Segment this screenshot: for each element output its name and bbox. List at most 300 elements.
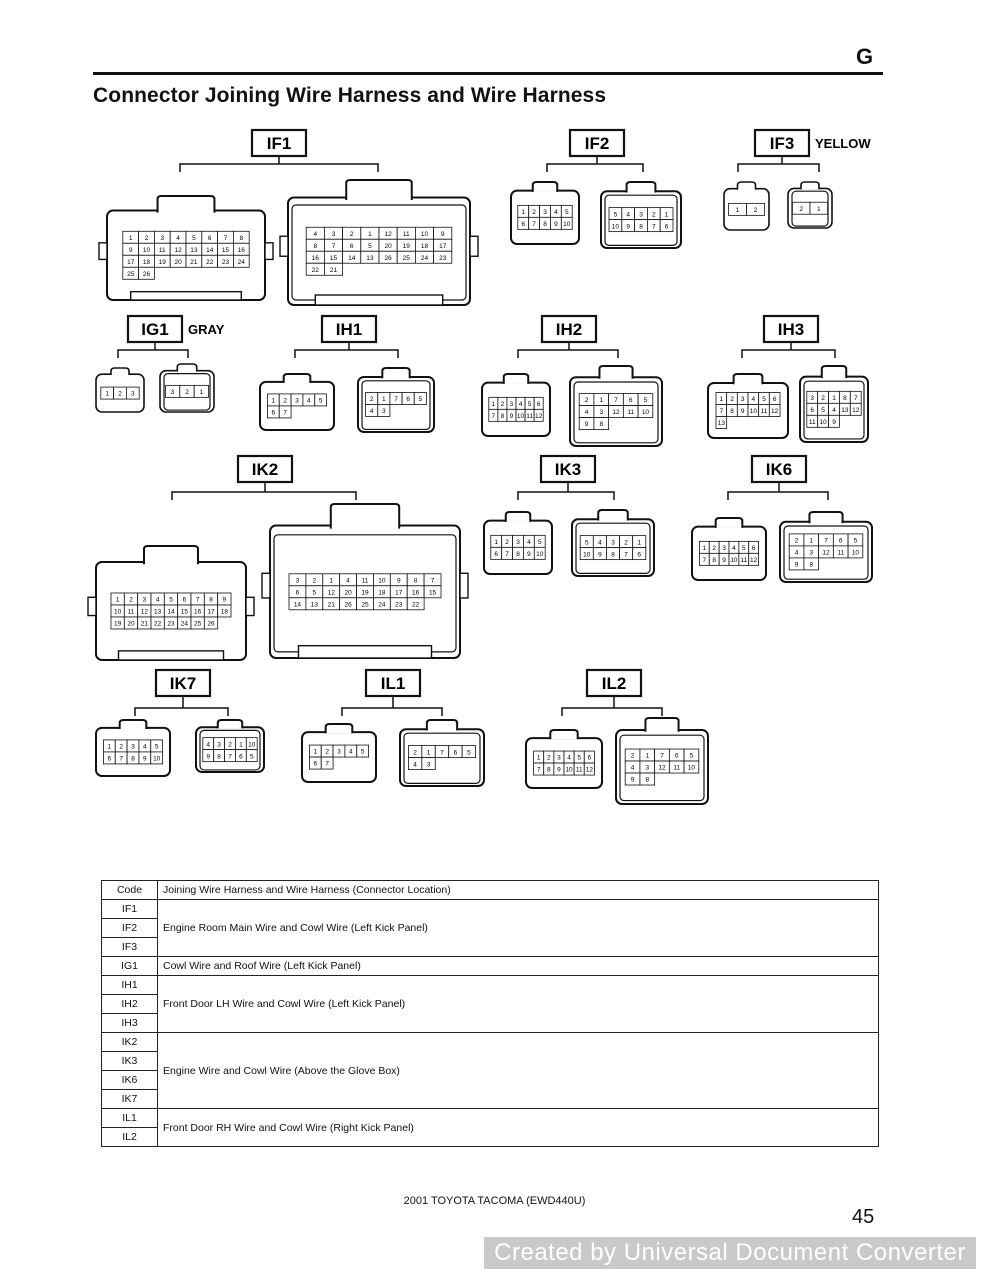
connector-ik2-male [262, 504, 468, 658]
pin-number: 11 [127, 608, 135, 616]
pin-number: 13 [154, 608, 162, 616]
pin-number: 2 [283, 397, 287, 405]
pin-number: 6 [587, 754, 592, 762]
connector-code: IH1 [335, 320, 363, 339]
pin-number: 3 [331, 230, 336, 238]
pin-number: 22 [412, 601, 420, 609]
pin-number: 7 [660, 752, 664, 760]
table-row [102, 957, 879, 976]
pin-number: 13 [366, 254, 374, 262]
connector-code: IH3 [777, 320, 805, 339]
pin-number: 2 [119, 743, 123, 751]
pin-number: 22 [311, 266, 319, 274]
connector-ik7-female [96, 720, 170, 776]
table-header-description: Joining Wire Harness and Wire Harness (Connector Location) [158, 881, 879, 900]
pin-number: 21 [140, 620, 148, 628]
connector-bracket [562, 696, 662, 716]
connector-bracket [295, 342, 398, 358]
connector-ih1-female [260, 374, 334, 430]
connector-code: IL2 [601, 674, 627, 693]
connector-bracket [135, 696, 228, 716]
pin-number: 12 [658, 764, 666, 772]
pin-number: 7 [491, 412, 496, 420]
pin-number: 9 [794, 561, 799, 569]
connector-label-ik7 [156, 670, 210, 696]
pin-number: 6 [628, 397, 633, 405]
pin-number: 17 [395, 589, 403, 597]
pin-number: 3 [809, 549, 814, 557]
connector-ik3-female [484, 512, 552, 574]
pin-number: 1 [107, 743, 112, 751]
pin-number: 16 [412, 589, 420, 597]
pin-number: 2 [228, 741, 232, 749]
pin-number: 10 [565, 766, 573, 774]
pin-number: 19 [114, 620, 122, 628]
pin-number: 4 [349, 748, 353, 756]
pin-number: 1 [664, 211, 669, 219]
pin-number: 5 [821, 406, 825, 414]
pin-number: 7 [651, 223, 656, 231]
connector-code: IK6 [765, 460, 793, 479]
pin-number: 3 [130, 390, 135, 398]
pin-number: 24 [180, 620, 188, 628]
pin-number: 7 [719, 408, 724, 416]
connector-label-ik3 [541, 456, 595, 482]
pin-number: 6 [637, 551, 642, 559]
connector-code: IK2 [251, 460, 279, 479]
pin-number: 11 [808, 418, 816, 426]
pin-number: 3 [557, 754, 561, 762]
connector-if2-female [511, 182, 579, 244]
pin-number: 9 [740, 408, 745, 416]
pin-number: 9 [222, 596, 227, 604]
connector-bracket [738, 156, 819, 172]
pin-number: 8 [131, 755, 135, 763]
pin-number: 5 [741, 544, 746, 552]
pin-number: 2 [325, 748, 329, 756]
pin-number: 21 [190, 258, 198, 266]
connector-label-ik2 [238, 456, 292, 482]
connector-location-table [101, 880, 879, 1147]
pin-number: 6 [674, 752, 679, 760]
pin-number: 14 [167, 608, 175, 616]
pin-number: 10 [536, 550, 544, 558]
connector-il1-female [302, 724, 376, 782]
pin-number: 8 [313, 242, 318, 250]
pin-number: 7 [119, 755, 123, 763]
pin-number: 9 [557, 766, 561, 774]
connector-bracket [172, 482, 356, 500]
pin-number: 2 [584, 397, 589, 405]
pin-number: 6 [107, 755, 112, 763]
pin-number: 19 [361, 589, 369, 597]
pin-number: 2 [312, 577, 317, 585]
row-code: IF3 [102, 938, 158, 957]
pin-number: 9 [722, 556, 726, 564]
connector-ik6-male [780, 512, 872, 582]
pin-number: 3 [295, 577, 300, 585]
connector-label-if1 [252, 130, 306, 156]
pin-number: 2 [185, 389, 189, 396]
pin-number: 14 [348, 254, 356, 262]
pin-number: 9 [832, 418, 836, 426]
pin-number: 12 [771, 408, 779, 416]
pin-number: 3 [722, 544, 726, 552]
pin-number: 3 [810, 394, 815, 402]
pin-number: 1 [426, 749, 431, 757]
row-code: IK3 [102, 1052, 158, 1071]
table-header-code: Code [102, 881, 158, 900]
pin-number: 5 [527, 400, 532, 408]
pin-number: 7 [283, 409, 287, 417]
pin-number: 1 [832, 394, 836, 402]
pin-number: 5 [762, 396, 766, 404]
connector-ig1-female [96, 368, 144, 412]
pin-number: 4 [518, 400, 523, 408]
pin-number: 10 [153, 755, 161, 763]
pin-number: 1 [329, 577, 334, 585]
pin-number: 7 [325, 760, 329, 768]
pin-number: 4 [307, 397, 311, 405]
pin-number: 7 [223, 234, 228, 242]
pin-number: 4 [751, 396, 756, 404]
row-code: IK7 [102, 1090, 158, 1109]
pin-number: 4 [832, 406, 836, 414]
pin-number: 4 [413, 761, 417, 769]
page-title: Connector Joining Wire Harness and Wire Harness [93, 84, 607, 107]
connector-label-if2 [570, 130, 624, 156]
row-code: IL1 [102, 1109, 158, 1128]
connector-code: IK7 [169, 674, 197, 693]
pin-number: 4 [732, 544, 736, 552]
pin-number: 7 [824, 537, 828, 545]
pin-number: 1 [521, 208, 526, 216]
connector-bracket [728, 482, 828, 500]
connector-bracket [518, 482, 614, 500]
pin-number: 4 [155, 596, 160, 604]
pin-number: 26 [142, 270, 151, 278]
manual-footer: 2001 TOYOTA TACOMA (EWD440U) [403, 1195, 586, 1207]
pin-number: 3 [645, 764, 650, 772]
pin-number: 2 [799, 205, 804, 213]
pin-number: 8 [500, 412, 505, 420]
pin-number: 1 [637, 539, 642, 547]
pin-number: 10 [248, 741, 256, 749]
pin-number: 2 [413, 749, 417, 757]
pin-number: 23 [167, 620, 175, 628]
connector-label-ih1 [322, 316, 376, 342]
row-description: Front Door RH Wire and Cowl Wire (Right Kick Panel) [158, 1109, 879, 1147]
pin-number: 4 [206, 741, 211, 749]
connector-il1-male [400, 720, 484, 786]
connector-il2-male [616, 718, 708, 804]
pin-number: 9 [143, 755, 147, 763]
pin-number: 5 [418, 396, 423, 404]
pin-number: 10 [611, 223, 620, 231]
connector-bracket [118, 342, 188, 358]
pin-number: 4 [626, 211, 631, 219]
pin-number: 6 [536, 400, 541, 408]
pin-number: 8 [413, 577, 418, 585]
pin-number: 12 [535, 412, 543, 420]
pin-number: 2 [118, 390, 122, 398]
row-code: IH1 [102, 976, 158, 995]
pin-number: 9 [206, 753, 211, 761]
pin-number: 9 [396, 577, 401, 585]
table-row [102, 1109, 879, 1128]
pin-number: 8 [645, 776, 650, 784]
pin-number: 16 [311, 254, 319, 262]
pin-number: 10 [378, 577, 386, 585]
pin-number: 25 [402, 254, 410, 262]
pin-number: 3 [516, 538, 520, 546]
pin-number: 11 [627, 409, 635, 417]
section-letter: G [856, 44, 874, 69]
pin-number: 4 [567, 754, 571, 762]
pin-number: 3 [295, 397, 299, 405]
pin-number: 1 [491, 400, 496, 408]
connector-bracket [180, 156, 378, 172]
pin-number: 6 [453, 749, 458, 757]
pin-number: 5 [564, 208, 569, 216]
row-description: Front Door LH Wire and Cowl Wire (Left Kick Panel) [158, 976, 879, 1033]
pin-number: 1 [494, 538, 499, 546]
pin-number: 13 [190, 246, 198, 254]
pin-number: 5 [192, 234, 196, 242]
pin-number: 6 [182, 596, 187, 604]
pin-number: 5 [467, 749, 471, 757]
pin-number: 12 [852, 406, 860, 414]
pin-number: 8 [809, 561, 814, 569]
connector-bracket [342, 696, 442, 716]
pin-number: 10 [563, 220, 571, 228]
pin-number: 6 [810, 406, 815, 414]
row-code: IF2 [102, 919, 158, 938]
connector-color-note: YELLOW [815, 136, 871, 151]
pin-number: 25 [127, 270, 135, 278]
pin-number: 4 [598, 539, 602, 547]
pin-number: 5 [643, 397, 648, 405]
connector-ih1-male [358, 368, 434, 432]
pin-number: 3 [142, 596, 147, 604]
pin-number: 2 [712, 544, 717, 552]
pin-number: 18 [142, 258, 151, 266]
connector-bracket [518, 342, 618, 358]
pin-number: 12 [612, 409, 620, 417]
pin-number: 2 [624, 539, 628, 547]
pin-number: 19 [402, 242, 410, 250]
pin-number: 2 [500, 400, 505, 408]
pin-number: 3 [217, 741, 221, 749]
pin-number: 9 [598, 551, 602, 559]
connector-ik6-female [692, 518, 766, 580]
row-description: Engine Wire and Cowl Wire (Above the Glove Box) [158, 1033, 879, 1109]
table-row [102, 1033, 879, 1052]
pin-number: 15 [329, 254, 338, 262]
pin-number: 5 [577, 754, 582, 762]
pin-number: 8 [730, 408, 734, 416]
pin-number: 12 [174, 246, 182, 254]
pin-number: 5 [689, 752, 694, 760]
pin-number: 11 [361, 577, 369, 585]
pin-number: 10 [687, 764, 696, 772]
pin-number: 8 [543, 220, 547, 228]
pin-number: 7 [440, 749, 444, 757]
connector-code: IF1 [266, 134, 292, 153]
pin-number: 4 [143, 743, 147, 751]
pin-number: 18 [420, 242, 429, 250]
pin-number: 4 [554, 208, 558, 216]
pin-number: 7 [624, 551, 628, 559]
pin-number: 2 [505, 538, 509, 546]
pin-number: 8 [843, 394, 847, 402]
pin-number: 2 [369, 396, 374, 404]
pin-number: 8 [516, 550, 520, 558]
pin-number: 11 [402, 230, 410, 238]
pin-number: 10 [114, 608, 122, 616]
pin-number: 5 [360, 748, 365, 756]
pin-number: 17 [439, 242, 447, 250]
pin-number: 6 [494, 550, 499, 558]
pin-number: 26 [207, 620, 215, 628]
pin-number: 23 [439, 254, 447, 262]
pin-number: 3 [611, 539, 615, 547]
connector-label-ih2 [542, 316, 596, 342]
pin-number: 3 [170, 389, 175, 396]
pin-number: 5 [368, 242, 372, 250]
pin-number: 10 [142, 246, 151, 254]
pin-number: 23 [395, 601, 403, 609]
pin-number: 1 [105, 390, 110, 398]
pin-number: 4 [794, 549, 799, 557]
pin-number: 26 [384, 254, 392, 262]
pin-number: 1 [199, 389, 204, 396]
pin-number: 4 [527, 538, 531, 546]
pin-number: 10 [583, 551, 591, 559]
pin-number: 8 [599, 421, 604, 429]
pin-number: 9 [440, 230, 445, 238]
pin-number: 10 [516, 412, 525, 420]
connector-label-ik6 [752, 456, 806, 482]
pin-number: 20 [174, 258, 182, 266]
pin-number: 26 [344, 601, 352, 609]
pin-number: 6 [751, 544, 756, 552]
pin-number: 11 [673, 764, 681, 772]
pin-number: 6 [349, 242, 354, 250]
pin-number: 7 [228, 753, 232, 761]
pin-number: 24 [237, 258, 245, 266]
connector-label-if3 [755, 130, 871, 156]
pin-number: 4 [630, 764, 635, 772]
pin-number: 22 [154, 620, 162, 628]
pin-number: 4 [313, 230, 318, 238]
connector-ik3-male [572, 510, 654, 576]
pin-number: 2 [532, 208, 536, 216]
pin-number: 1 [368, 230, 372, 238]
pin-number: 1 [536, 754, 541, 762]
pin-number: 16 [194, 608, 202, 616]
pin-number: 23 [221, 258, 230, 266]
row-code: IL2 [102, 1128, 158, 1147]
connector-ik2-female [88, 546, 254, 660]
connector-label-ig1 [128, 316, 225, 342]
pin-number: 8 [239, 234, 244, 242]
connector-ik7-male [196, 720, 264, 772]
pin-number: 25 [361, 601, 369, 609]
pin-number: 7 [702, 556, 707, 564]
pin-number: 6 [838, 537, 843, 545]
pin-number: 1 [735, 207, 740, 214]
page-number: 45 [852, 1206, 875, 1228]
pin-number: 15 [428, 589, 437, 597]
connector-if1-male [280, 180, 478, 305]
pin-number: 24 [378, 601, 386, 609]
pin-number: 15 [221, 246, 230, 254]
pin-number: 6 [772, 396, 777, 404]
pin-number: 19 [158, 258, 166, 266]
pin-number: 1 [271, 397, 276, 405]
connector-if2-male [601, 182, 681, 248]
pin-number: 1 [128, 234, 133, 242]
row-description: Engine Room Main Wire and Cowl Wire (Left Kick Panel) [158, 900, 879, 957]
pin-number: 12 [384, 230, 392, 238]
pin-number: 20 [384, 242, 392, 250]
pin-number: 6 [271, 409, 276, 417]
pin-number: 7 [195, 596, 200, 604]
pin-number: 2 [349, 230, 354, 238]
pin-number: 8 [639, 223, 643, 231]
pin-number: 3 [426, 761, 431, 769]
pin-number: 11 [837, 549, 845, 557]
pin-number: 13 [310, 601, 318, 609]
pin-number: 7 [532, 220, 536, 228]
connector-ig1-male [160, 364, 214, 412]
pin-number: 9 [554, 220, 558, 228]
connector-label-il1 [366, 670, 420, 696]
row-code: IK2 [102, 1033, 158, 1052]
pin-number: 5 [169, 596, 173, 604]
connector-color-note: GRAY [188, 322, 225, 337]
pin-number: 17 [207, 608, 215, 616]
pin-number: 9 [527, 550, 531, 558]
pin-number: 12 [822, 549, 830, 557]
pin-number: 14 [293, 601, 302, 609]
pin-number: 3 [160, 234, 165, 242]
pin-number: 2 [144, 234, 149, 242]
pin-number: 5 [249, 753, 254, 761]
pin-number: 10 [420, 230, 429, 238]
pin-number: 7 [394, 396, 398, 404]
pin-number: 2 [794, 537, 799, 545]
pin-number: 2 [651, 211, 656, 219]
pin-number: 3 [382, 408, 386, 416]
pin-number: 20 [127, 620, 135, 628]
pin-number: 6 [664, 223, 669, 231]
connector-bracket [742, 342, 835, 358]
connector-if3-male [788, 182, 832, 228]
pin-number: 5 [613, 211, 618, 219]
connector-code: IF3 [769, 134, 795, 153]
connector-il2-female [526, 730, 602, 788]
pin-number: 21 [329, 266, 338, 274]
connector-code: IK3 [554, 460, 582, 479]
pin-number: 6 [313, 760, 318, 768]
pin-number: 18 [378, 589, 386, 597]
pin-number: 9 [509, 412, 514, 420]
pin-number: 1 [115, 596, 120, 604]
pin-number: 2 [546, 754, 551, 762]
pin-number: 11 [760, 408, 768, 416]
